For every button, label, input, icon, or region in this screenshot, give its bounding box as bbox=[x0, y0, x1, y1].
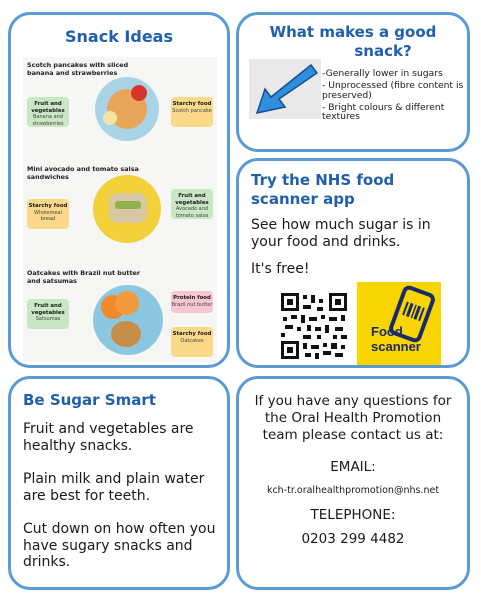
tag-protein-3: Protein food Brazil nut butter bbox=[171, 291, 213, 313]
good-snack-title: What makes a good snack? bbox=[269, 23, 437, 60]
snack-ideas-card bbox=[8, 12, 230, 368]
sugar-smart-paragraph: Fruit and vegetables are healthy snacks. bbox=[23, 421, 194, 454]
snack-ideas-title: Snack Ideas bbox=[65, 27, 173, 46]
nhs-body-text: See how much sugar is in your food and drinks. bbox=[251, 217, 431, 250]
nhs-food-scanner-card bbox=[236, 158, 470, 368]
contact-intro: If you have any questions for the Oral Health Promotion team please contact us at: bbox=[254, 393, 452, 443]
sugar-smart-card bbox=[8, 376, 230, 590]
arrow-icon bbox=[249, 59, 321, 119]
food-scanner-logo-icon[interactable] bbox=[357, 282, 441, 366]
sandwich-plate-image bbox=[93, 175, 161, 243]
snack-caption-pancakes: Scotch pancakes with sliced banana and strawberries bbox=[27, 61, 129, 77]
sugar-smart-title: Be Sugar Smart bbox=[23, 391, 156, 409]
email-link[interactable]: kch-tr.oralhealthpromotion@nhs.net bbox=[266, 485, 440, 496]
good-snack-point: - Unprocessed (fibre content is preserved) bbox=[322, 80, 464, 101]
sugar-smart-paragraph: Cut down on how often you have sugary snacks and drinks. bbox=[23, 521, 216, 570]
tag-fruit-veg-2: Fruit and vegetables Avocado and tomato salsa bbox=[171, 189, 213, 219]
qr-code-icon[interactable] bbox=[279, 291, 349, 361]
nhs-free-text: It's free! bbox=[251, 261, 310, 277]
tag-starchy-3: Starchy food Oatcakes bbox=[171, 327, 213, 357]
snack-caption-oatcakes: Oatcakes with Brazil nut butter and satsumas bbox=[27, 269, 141, 285]
good-snack-card bbox=[236, 12, 470, 152]
telephone-number[interactable]: 0203 299 4482 bbox=[301, 531, 405, 547]
contact-card bbox=[236, 376, 470, 590]
nhs-title: Try the NHS food scanner app bbox=[251, 171, 395, 208]
snack-ideas-infographic bbox=[23, 57, 217, 362]
tag-starchy-1: Starchy food Scotch pancake bbox=[171, 97, 213, 127]
telephone-label: TELEPHONE: bbox=[310, 507, 396, 523]
sugar-smart-paragraph: Plain milk and plain water are best for teeth. bbox=[23, 471, 205, 504]
good-snack-point: - Bright colours & different textures bbox=[322, 101, 445, 123]
good-snack-list bbox=[322, 69, 470, 124]
email-label: EMAIL: bbox=[330, 459, 376, 475]
oatcake-plate-image bbox=[93, 285, 163, 355]
tag-fruit-veg-1: Fruit and vegetables Banana and strawberries bbox=[27, 97, 69, 127]
tag-fruit-veg-3: Fruit and vegetables Satsumas bbox=[27, 299, 69, 329]
food-scanner-logo-text: Food scanner bbox=[371, 324, 421, 354]
good-snack-point: -Generally lower in sugars bbox=[322, 68, 443, 79]
pancake-plate-image bbox=[95, 77, 159, 141]
tag-starchy-2: Starchy food Wholemeal bread bbox=[27, 199, 69, 229]
snack-caption-sandwiches: Mini avocado and tomato salsa sandwiches bbox=[27, 165, 139, 181]
